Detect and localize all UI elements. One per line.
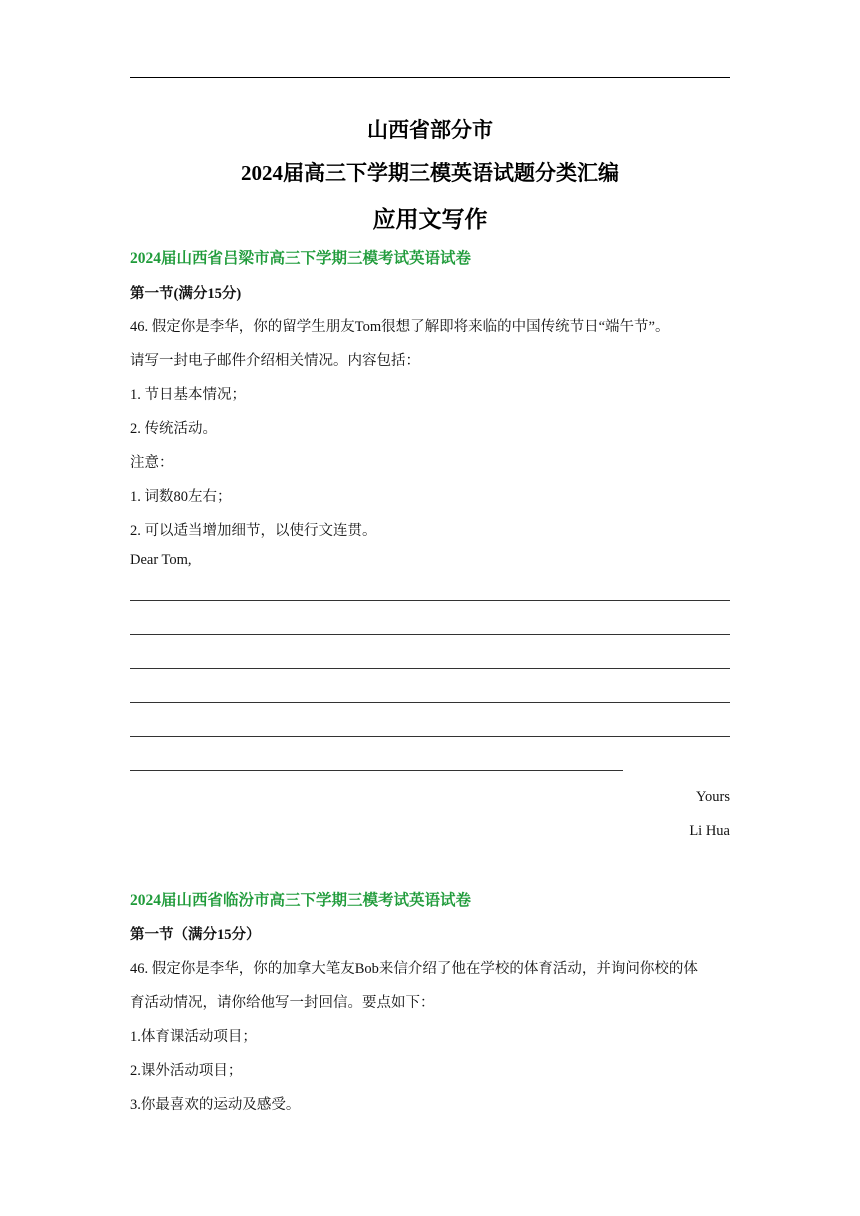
answer-line xyxy=(130,736,730,737)
section2-heading: 2024届山西省临汾市高三下学期三模考试英语试卷 xyxy=(130,892,472,909)
section2-item2: 2.课外活动项目； xyxy=(130,1063,243,1079)
section2-question-line1: 46. 假定你是李华，你的加拿大笔友Bob来信介绍了他在学校的体育活动，并询问你校的体 xyxy=(130,961,698,977)
header-rule xyxy=(130,77,730,78)
section1-part: 第一节(满分15分) xyxy=(130,286,242,302)
document-title-exam: 2024届高三下学期三模英语试题分类汇编 xyxy=(241,161,619,185)
section2-item1: 1.体育课活动项目； xyxy=(130,1029,257,1045)
answer-line xyxy=(130,770,623,771)
section1-note1: 1. 词数80左右； xyxy=(130,489,232,505)
document-title-region: 山西省部分市 xyxy=(367,118,493,142)
section2-part: 第一节（满分15分） xyxy=(130,927,261,943)
section1-closing: Yours xyxy=(696,789,730,805)
section1-signature: Li Hua xyxy=(689,823,730,839)
answer-line xyxy=(130,634,730,635)
answer-line xyxy=(130,702,730,703)
answer-line xyxy=(130,668,730,669)
section1-note2: 2. 可以适当增加细节，以使行文连贯。 xyxy=(130,523,377,539)
answer-line xyxy=(130,600,730,601)
section1-question-line1: 46. 假定你是李华，你的留学生朋友Tom很想了解即将来临的中国传统节日“端午节”。 xyxy=(130,319,670,335)
section1-item2: 2. 传统活动。 xyxy=(130,421,217,437)
section1-heading: 2024届山西省吕梁市高三下学期三模考试英语试卷 xyxy=(130,250,472,267)
section2-item3: 3.你最喜欢的运动及感受。 xyxy=(130,1097,301,1113)
section1-item1: 1. 节日基本情况； xyxy=(130,387,246,403)
section1-note-label: 注意： xyxy=(130,455,174,471)
section1-question-line2: 请写一封电子邮件介绍相关情况。内容包括： xyxy=(130,353,420,369)
document-title-topic: 应用文写作 xyxy=(372,207,488,232)
section1-salutation: Dear Tom, xyxy=(130,552,192,568)
section2-question-line2: 育活动情况，请你给他写一封回信。要点如下： xyxy=(130,995,435,1011)
